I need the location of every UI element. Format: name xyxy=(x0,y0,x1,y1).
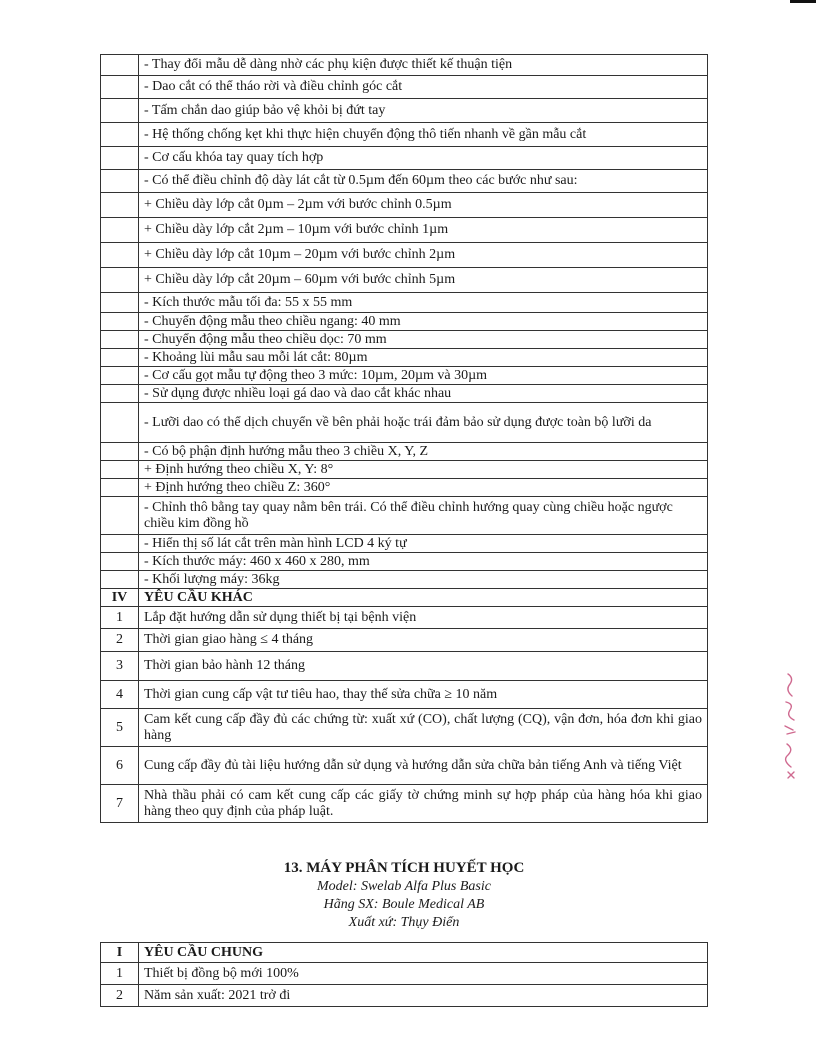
row-number xyxy=(101,479,139,497)
table-row xyxy=(101,553,708,571)
row-number xyxy=(101,55,139,76)
row-text: + Chiều dày lớp cắt 0µm – 2µm với bước chỉnh 0.5µm xyxy=(139,193,708,218)
row-text: Thời gian giao hàng ≤ 4 tháng xyxy=(139,629,708,652)
table-row xyxy=(101,607,708,629)
margin-stamp-mark xyxy=(776,668,806,788)
table-row xyxy=(101,443,708,461)
row-number xyxy=(101,497,139,535)
row-number xyxy=(101,293,139,313)
table-row xyxy=(101,747,708,785)
table-row xyxy=(101,709,708,747)
row-text: - Lưỡi dao có thể dịch chuyển về bên phải hoặc trái đảm bảo sử dụng được toàn bộ lưỡi da xyxy=(139,403,708,443)
row-text: - Hiển thị số lát cắt trên màn hình LCD 4 ký tự xyxy=(139,535,708,553)
row-number xyxy=(101,268,139,293)
table-row xyxy=(101,293,708,313)
row-number xyxy=(101,553,139,571)
table-row xyxy=(101,479,708,497)
row-number xyxy=(101,170,139,193)
row-number: 3 xyxy=(101,652,139,681)
table-row xyxy=(101,55,708,76)
table-row xyxy=(101,331,708,349)
row-text: - Tấm chắn dao giúp bảo vệ khỏi bị đứt tay xyxy=(139,99,708,123)
table-row xyxy=(101,147,708,170)
row-text: + Định hướng theo chiều Z: 360° xyxy=(139,479,708,497)
row-number xyxy=(101,123,139,147)
table-row xyxy=(101,535,708,553)
row-text: - Hệ thống chống kẹt khi thực hiện chuyển động thô tiến nhanh về gần mẫu cắt xyxy=(139,123,708,147)
row-number xyxy=(101,243,139,268)
row-number: 4 xyxy=(101,681,139,709)
table-row xyxy=(101,349,708,367)
section-heading-row xyxy=(101,589,708,607)
table-row xyxy=(101,629,708,652)
row-text: Lắp đặt hướng dẫn sử dụng thiết bị tại bệnh viện xyxy=(139,607,708,629)
row-text: - Thay đổi mẫu dễ dàng nhờ các phụ kiện được thiết kế thuận tiện xyxy=(139,55,708,76)
row-number xyxy=(101,443,139,461)
row-number: 2 xyxy=(101,629,139,652)
table-row xyxy=(101,571,708,589)
row-number xyxy=(101,76,139,99)
table-row xyxy=(101,123,708,147)
row-text: Năm sản xuất: 2021 trở đi xyxy=(139,985,708,1007)
row-text: + Chiều dày lớp cắt 20µm – 60µm với bước chỉnh 5µm xyxy=(139,268,708,293)
table-row xyxy=(101,385,708,403)
origin-line: Xuất xứ: Thụy Điển xyxy=(348,915,460,930)
row-number: 2 xyxy=(101,985,139,1007)
row-text: - Có thể điều chỉnh độ dày lát cắt từ 0.5µm đến 60µm theo các bước như sau: xyxy=(139,170,708,193)
row-text: + Chiều dày lớp cắt 10µm – 20µm với bước chỉnh 2µm xyxy=(139,243,708,268)
row-text: + Định hướng theo chiều X, Y: 8° xyxy=(139,461,708,479)
row-number: 1 xyxy=(101,607,139,629)
table-row xyxy=(101,313,708,331)
table-row xyxy=(101,243,708,268)
row-number xyxy=(101,99,139,123)
row-number: 7 xyxy=(101,785,139,823)
row-number xyxy=(101,367,139,385)
row-number xyxy=(101,331,139,349)
table-row xyxy=(101,963,708,985)
row-number xyxy=(101,571,139,589)
table-row xyxy=(101,218,708,243)
maker-line: Hãng SX: Boule Medical AB xyxy=(323,897,485,912)
row-text: - Chỉnh thô bằng tay quay nằm bên trái. Có thể điều chỉnh hướng quay cùng chiều hoặc ngược chiều kim đồng hồ xyxy=(139,497,708,535)
row-number xyxy=(101,218,139,243)
table-row xyxy=(101,497,708,535)
row-text: Nhà thầu phải có cam kết cung cấp các giấy tờ chứng minh sự hợp pháp của hàng hóa khi giao hàng theo quy định của pháp luật. xyxy=(139,785,708,823)
row-text: - Chuyển động mẫu theo chiều ngang: 40 mm xyxy=(139,313,708,331)
table-row xyxy=(101,99,708,123)
spec-table-bottom xyxy=(100,942,708,1007)
table-row xyxy=(101,985,708,1007)
row-number xyxy=(101,403,139,443)
row-text: + Chiều dày lớp cắt 2µm – 10µm với bước chỉnh 1µm xyxy=(139,218,708,243)
row-number: IV xyxy=(101,589,139,607)
row-number: I xyxy=(101,943,139,963)
row-number xyxy=(101,461,139,479)
model-line: Model: Swelab Alfa Plus Basic xyxy=(317,879,491,894)
row-number xyxy=(101,193,139,218)
table-row xyxy=(101,193,708,218)
row-number xyxy=(101,385,139,403)
row-text: - Dao cắt có thể tháo rời và điều chỉnh góc cắt xyxy=(139,76,708,99)
row-number xyxy=(101,147,139,170)
row-number: 6 xyxy=(101,747,139,785)
row-text: - Chuyển động mẫu theo chiều dọc: 70 mm xyxy=(139,331,708,349)
row-text: - Sử dụng được nhiều loại gá dao và dao cắt khác nhau xyxy=(139,385,708,403)
section-header xyxy=(100,858,708,932)
row-text: - Kích thước mẫu tối đa: 55 x 55 mm xyxy=(139,293,708,313)
row-text: - Khối lượng máy: 36kg xyxy=(139,571,708,589)
corner-mark xyxy=(790,0,816,3)
row-text: YÊU CẦU KHÁC xyxy=(139,589,708,607)
row-text: - Kích thước máy: 460 x 460 x 280, mm xyxy=(139,553,708,571)
row-text: Thời gian cung cấp vật tư tiêu hao, thay thế sửa chữa ≥ 10 năm xyxy=(139,681,708,709)
section-title: 13. MÁY PHÂN TÍCH HUYẾT HỌC xyxy=(283,860,525,876)
table-row xyxy=(101,461,708,479)
row-text: Cung cấp đầy đủ tài liệu hướng dẫn sử dụng và hướng dẫn sửa chữa bản tiếng Anh và tiếng Việt xyxy=(139,747,708,785)
table-row xyxy=(101,652,708,681)
row-text: Thời gian bảo hành 12 tháng xyxy=(139,652,708,681)
table-row xyxy=(101,367,708,385)
section-heading-row xyxy=(101,943,708,963)
table-row xyxy=(101,785,708,823)
row-text: - Cơ cấu gọt mẫu tự động theo 3 mức: 10µm, 20µm và 30µm xyxy=(139,367,708,385)
row-text: - Có bộ phận định hướng mẫu theo 3 chiều X, Y, Z xyxy=(139,443,708,461)
row-text: YÊU CẦU CHUNG xyxy=(139,943,708,963)
row-number: 5 xyxy=(101,709,139,747)
row-text: - Khoảng lùi mẫu sau mỗi lát cắt: 80µm xyxy=(139,349,708,367)
table-row xyxy=(101,170,708,193)
row-text: Cam kết cung cấp đầy đủ các chứng từ: xuất xứ (CO), chất lượng (CQ), vận đơn, hóa đơn khi giao hàng xyxy=(139,709,708,747)
row-text: Thiết bị đồng bộ mới 100% xyxy=(139,963,708,985)
row-text: - Cơ cấu khóa tay quay tích hợp xyxy=(139,147,708,170)
table-row xyxy=(101,76,708,99)
row-number xyxy=(101,313,139,331)
row-number xyxy=(101,535,139,553)
row-number: 1 xyxy=(101,963,139,985)
table-row xyxy=(101,268,708,293)
row-number xyxy=(101,349,139,367)
table-row xyxy=(101,403,708,443)
spec-table-top xyxy=(100,54,708,823)
table-row xyxy=(101,681,708,709)
